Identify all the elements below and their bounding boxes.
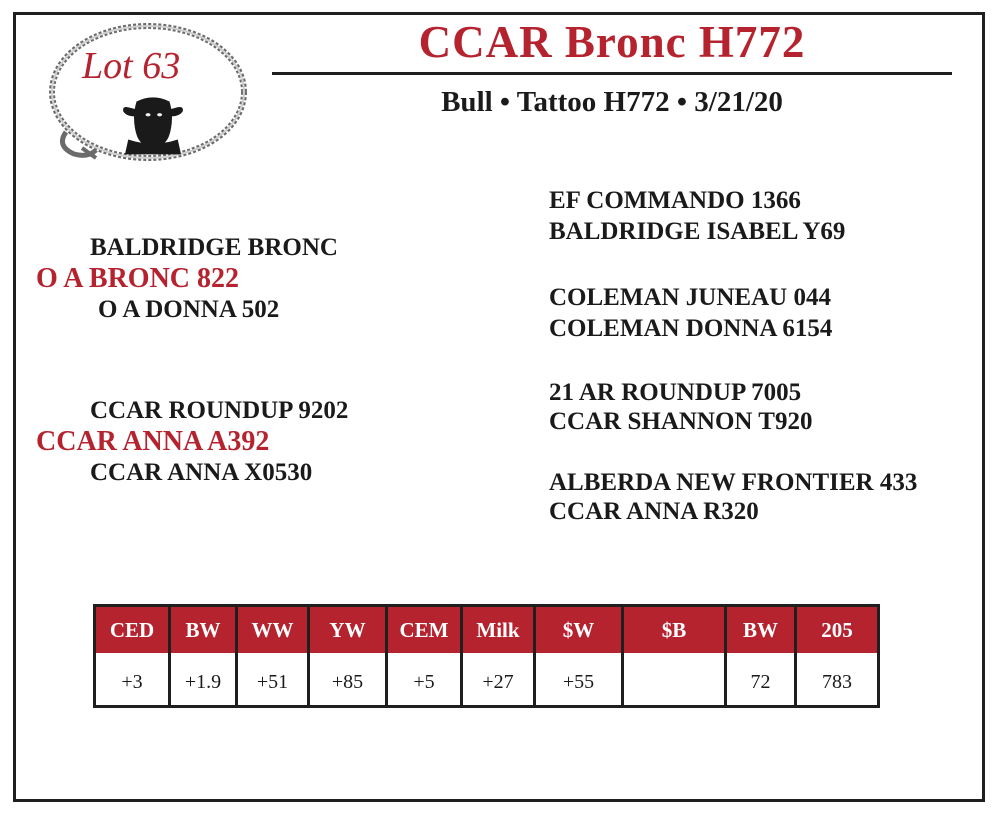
epd-header-row <box>95 606 879 654</box>
epd-value-cem: +5 <box>387 659 462 707</box>
epd-value-bw: +1.9 <box>170 659 237 707</box>
epd-header-cem: CEM <box>387 606 462 654</box>
epd-header-205: 205 <box>796 606 879 654</box>
grandparent-4-line2: CCAR ANNA R320 <box>549 498 759 525</box>
grandparent-4-line1: ALBERDA NEW FRONTIER 433 <box>549 469 918 496</box>
grandparent-1-line2: BALDRIDGE ISABEL Y69 <box>549 218 846 245</box>
epd-header-w-index: $W <box>535 606 623 654</box>
grandparent-1-line1: EF COMMANDO 1366 <box>549 187 801 214</box>
dam-name: CCAR ANNA A392 <box>36 426 270 457</box>
sire-name: O A BRONC 822 <box>36 263 240 294</box>
title-divider <box>272 72 952 75</box>
epd-header-actual-bw: BW <box>726 606 796 654</box>
animal-title: CCAR Bronc H772 <box>418 17 806 67</box>
epd-value-actual-bw: 72 <box>726 659 796 707</box>
sire-sire: BALDRIDGE BRONC <box>90 234 338 261</box>
epd-value-ced: +3 <box>95 659 170 707</box>
epd-table <box>93 604 880 708</box>
epd-header-b-index: $B <box>623 606 726 654</box>
grandparent-3-line2: CCAR SHANNON T920 <box>549 408 813 435</box>
lot-logo <box>48 20 248 170</box>
epd-header-yw: YW <box>309 606 387 654</box>
epd-value-milk: +27 <box>462 659 535 707</box>
epd-value-b-index <box>623 659 726 707</box>
animal-subtitle: Bull • Tattoo H772 • 3/21/20 <box>441 86 783 118</box>
epd-header-milk: Milk <box>462 606 535 654</box>
cow-head-icon <box>120 88 186 158</box>
dam-dam: CCAR ANNA X0530 <box>90 459 313 486</box>
grandparent-2-line1: COLEMAN JUNEAU 044 <box>549 284 831 311</box>
sire-dam: O A DONNA 502 <box>98 296 280 323</box>
epd-value-ww: +51 <box>237 659 309 707</box>
epd-value-w-index: +55 <box>535 659 623 707</box>
epd-value-yw: +85 <box>309 659 387 707</box>
dam-sire: CCAR ROUNDUP 9202 <box>90 397 349 424</box>
epd-header-ww: WW <box>237 606 309 654</box>
epd-value-row <box>95 659 879 707</box>
epd-value-205: 783 <box>796 659 879 707</box>
epd-header-bw: BW <box>170 606 237 654</box>
epd-header-ced: CED <box>95 606 170 654</box>
lot-number: Lot 63 <box>82 45 181 87</box>
grandparent-3-line1: 21 AR ROUNDUP 7005 <box>549 379 802 406</box>
grandparent-2-line2: COLEMAN DONNA 6154 <box>549 315 833 342</box>
